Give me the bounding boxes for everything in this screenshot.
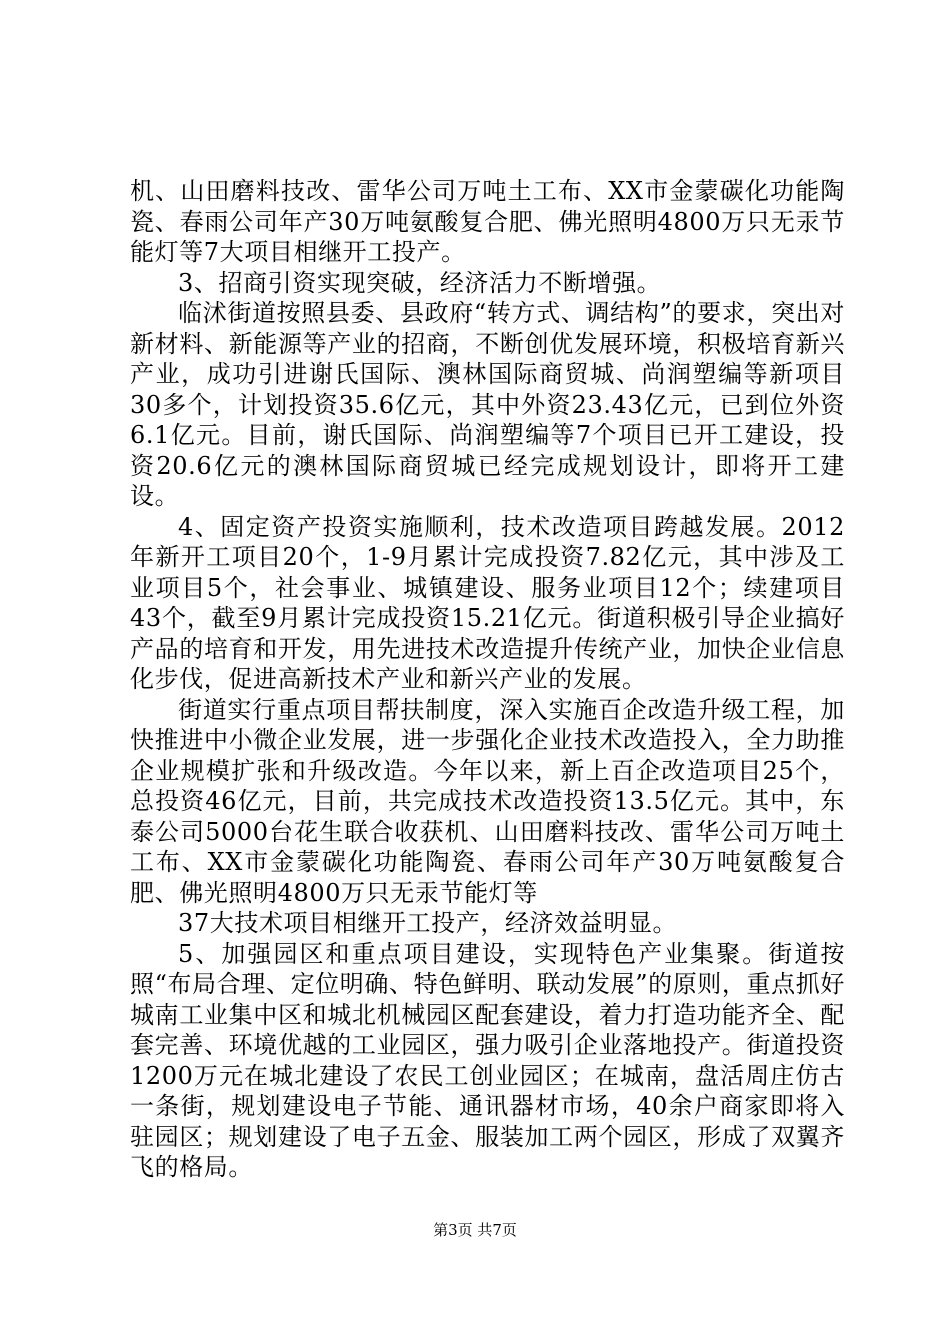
paragraph-investment: 临沭街道按照县委、县政府“转方式、调结构”的要求，突出对新材料、新能源等产业的招商，不断创优发展环境，积极培育新兴产业，成功引进谢氏国际、澳林国际商贸城、尚润塑编等新项目30多个，计划投资35.6亿元，其中外资23.43亿元，已到位外资6.1亿元。目前，谢氏国际、尚润塑编等7个项目已开工建设，投资20.6亿元的澳林国际商贸城已经完成规划设计，即将开工建设。 — [130, 299, 845, 510]
paragraph-tech-projects: 37大技术项目相继开工投产，经济效益明显。 — [178, 909, 678, 937]
page-footer: 第3页 共7页 — [433, 1221, 517, 1239]
heading-item-5: 5、加强园区和重点项目建设，实现特色产业集聚。街道按照“布局合理、定位明确、特色鲜明、联动发展”的原则，重点抓好城南工业集中区和城北机械园区配套建设，着力打造功能齐全、配套完善、环境优越的工业园区，强力吸引企业落地投产。街道投资1200万元在城北建设了农民工创业园区；在城南，盘活周庄仿古一条街，规划建设电子节能、通讯器材市场，40余户商家即将入驻园区；规划建设了电子五金、服装加工两个园区，形成了双翼齐飞的格局。 — [130, 939, 845, 1181]
paragraph-continuation: 机、山田磨料技改、雷华公司万吨土工布、XX市金蒙碳化功能陶瓷、春雨公司年产30万吨氨酸复合肥、佛光照明4800万只无汞节能灯等7大项目相继开工投产。 — [130, 177, 845, 266]
heading-item-4: 4、固定资产投资实施顺利，技术改造项目跨越发展。2012年新开工项目20个，1-9月累计完成投资7.82亿元，其中涉及工业项目5个，社会事业、城镇建设、服务业项目12个；续建项目43个，截至9月累计完成投资15.21亿元。街道积极引导企业搞好产品的培育和开发，用先进技术改造提升传统产业，加快企业信息化步伐，促进高新技术产业和新兴产业的发展。 — [130, 512, 845, 693]
heading-item-3: 3、招商引资实现突破，经济活力不断增强。 — [178, 268, 662, 297]
document-body — [130, 176, 845, 1183]
paragraph-key-projects: 街道实行重点项目帮扶制度，深入实施百企改造升级工程，加快推进中小微企业发展，进一步强化企业技术改造投入，全力助推企业规模扩张和升级改造。今年以来，新上百企改造项目25个，总投资46亿元，目前，共完成技术改造投资13.5亿元。其中，东泰公司5000台花生联合收获机、山田磨料技改、雷华公司万吨土工布、XX市金蒙碳化功能陶瓷、春雨公司年产30万吨氨酸复合肥、佛光照明4800万只无汞节能灯等 — [130, 695, 845, 907]
